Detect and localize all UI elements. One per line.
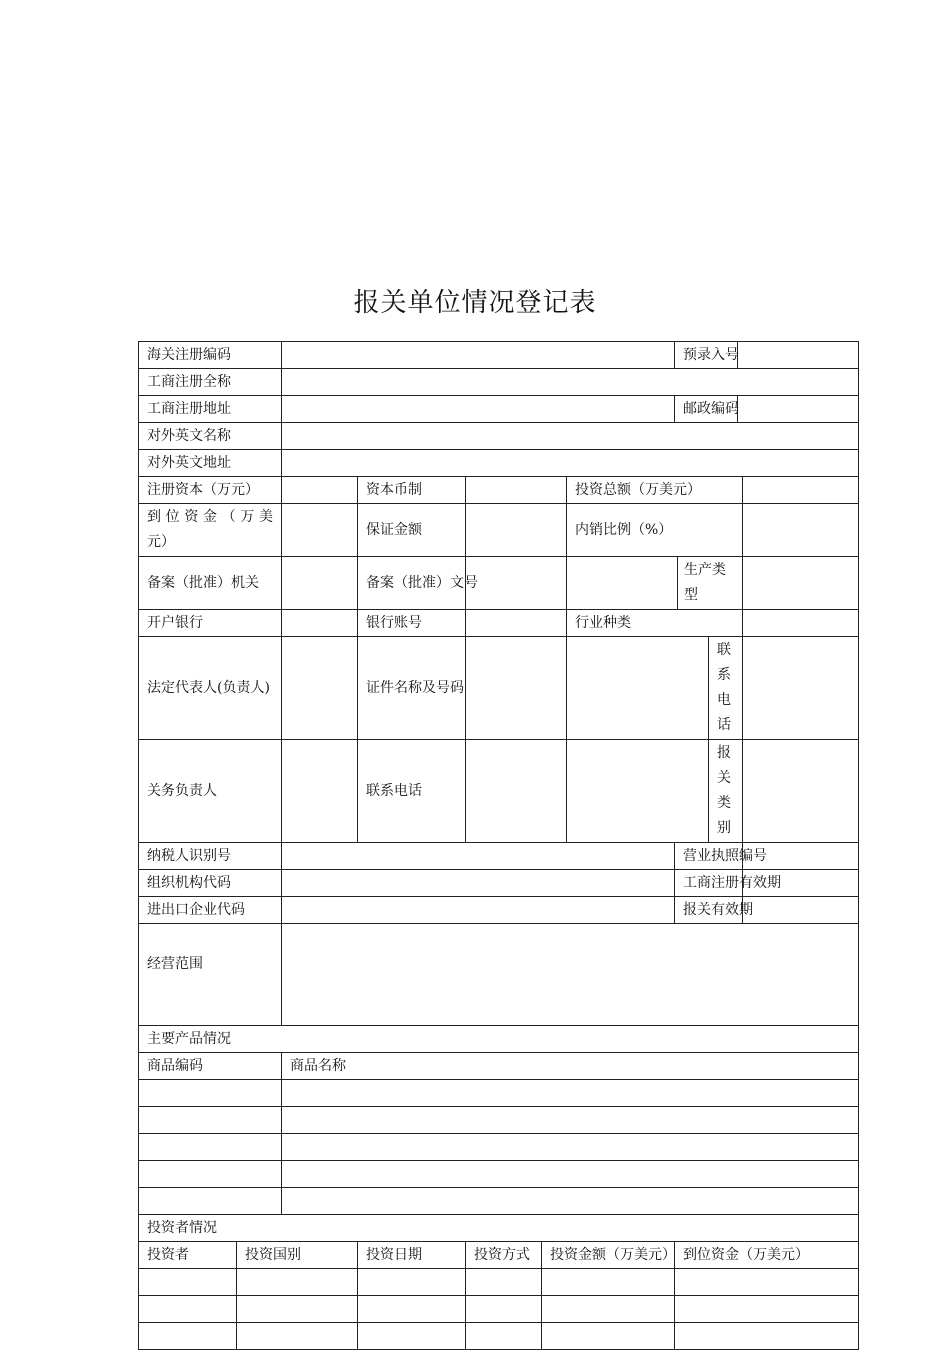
field-postal-code[interactable] <box>738 396 859 423</box>
cell-amount[interactable] <box>542 1323 675 1350</box>
cell-date[interactable] <box>358 1269 466 1296</box>
label-pre-entry-no: 预录入号 <box>675 342 738 369</box>
registration-form-table <box>138 341 859 1350</box>
label-filing-doc-no: 备案（批准）文号 <box>358 557 466 610</box>
label-reg-capital: 注册资本（万元） <box>139 477 282 504</box>
header-investment-country: 投资国别 <box>237 1242 358 1269</box>
cell-method[interactable] <box>466 1323 542 1350</box>
cell-product-name[interactable] <box>282 1107 859 1134</box>
label-contact-phone-short: 联系电话 <box>709 637 743 740</box>
label-deposit: 保证金额 <box>358 504 466 557</box>
field-total-investment[interactable] <box>743 477 859 504</box>
label-declaration-type: 报关类别 <box>709 740 743 843</box>
cell-product-code[interactable] <box>139 1134 282 1161</box>
field-filing-doc-no[interactable] <box>466 557 567 610</box>
field-pre-entry-no[interactable] <box>738 342 859 369</box>
cell-method[interactable] <box>466 1269 542 1296</box>
field-legal-rep[interactable] <box>282 637 358 740</box>
label-customs-manager: 关务负责人 <box>139 740 282 843</box>
label-domestic-ratio: 内销比例（%） <box>567 504 743 557</box>
label-total-investment: 投资总额（万美元） <box>567 477 743 504</box>
label-bank-account: 银行账号 <box>358 610 466 637</box>
field-capital-currency[interactable] <box>466 477 567 504</box>
label-license-no: 营业执照编号 <box>675 843 743 870</box>
cell-paid[interactable] <box>675 1323 859 1350</box>
header-investor: 投资者 <box>139 1242 237 1269</box>
cell-country[interactable] <box>237 1323 358 1350</box>
header-investment-amount: 投资金额（万美元） <box>542 1242 675 1269</box>
cell-paid[interactable] <box>675 1269 859 1296</box>
label-id-doc: 证件名称及号码 <box>358 637 466 740</box>
cell-date[interactable] <box>358 1323 466 1350</box>
field-contact-phone-ext[interactable] <box>567 740 709 843</box>
field-industry[interactable] <box>743 610 859 637</box>
field-customs-reg-code[interactable] <box>282 342 675 369</box>
label-org-code: 组织机构代码 <box>139 870 282 897</box>
field-bank[interactable] <box>282 610 358 637</box>
field-filing-doc-no-ext[interactable] <box>567 557 678 610</box>
label-capital-currency: 资本币制 <box>358 477 466 504</box>
cell-investor[interactable] <box>139 1323 237 1350</box>
cell-product-code[interactable] <box>139 1188 282 1215</box>
field-production-type[interactable] <box>743 557 859 610</box>
cell-product-code[interactable] <box>139 1080 282 1107</box>
investor-row <box>139 1296 859 1323</box>
field-en-address[interactable] <box>282 450 859 477</box>
field-filing-authority[interactable] <box>282 557 358 610</box>
product-row <box>139 1161 859 1188</box>
product-row <box>139 1107 859 1134</box>
field-declaration-validity[interactable] <box>743 897 859 924</box>
cell-investor[interactable] <box>139 1296 237 1323</box>
label-industry: 行业种类 <box>567 610 743 637</box>
field-business-scope[interactable] <box>282 924 859 1026</box>
section-investors: 投资者情况 <box>139 1215 859 1242</box>
label-contact-phone: 联系电话 <box>358 740 466 843</box>
field-declaration-type[interactable] <box>743 740 859 843</box>
label-en-name: 对外英文名称 <box>139 423 282 450</box>
cell-amount[interactable] <box>542 1269 675 1296</box>
field-en-name[interactable] <box>282 423 859 450</box>
product-row <box>139 1134 859 1161</box>
header-paid-capital: 到位资金（万美元） <box>675 1242 859 1269</box>
cell-amount[interactable] <box>542 1296 675 1323</box>
header-product-code: 商品编码 <box>139 1053 282 1080</box>
label-bank: 开户银行 <box>139 610 282 637</box>
cell-product-name[interactable] <box>282 1188 859 1215</box>
header-investment-date: 投资日期 <box>358 1242 466 1269</box>
label-filing-authority: 备案（批准）机关 <box>139 557 282 610</box>
cell-product-name[interactable] <box>282 1080 859 1107</box>
field-domestic-ratio[interactable] <box>743 504 859 557</box>
cell-product-name[interactable] <box>282 1134 859 1161</box>
label-production-type: 生产类型 <box>678 557 743 610</box>
product-row <box>139 1188 859 1215</box>
field-biz-full-name[interactable] <box>282 369 859 396</box>
field-bank-account[interactable] <box>466 610 567 637</box>
label-postal-code: 邮政编码 <box>675 396 738 423</box>
cell-product-code[interactable] <box>139 1107 282 1134</box>
label-business-scope: 经营范围 <box>139 924 282 1026</box>
field-paid-in-capital[interactable] <box>282 504 358 557</box>
section-products: 主要产品情况 <box>139 1026 859 1053</box>
field-biz-address[interactable] <box>282 396 675 423</box>
field-customs-manager[interactable] <box>282 740 358 843</box>
field-deposit[interactable] <box>466 504 567 557</box>
label-paid-in-capital: 到 位 资 金 （ 万 美 元） <box>139 504 282 557</box>
field-reg-capital[interactable] <box>282 477 358 504</box>
investor-row <box>139 1269 859 1296</box>
form-title: 报关单位情况登记表 <box>353 288 597 318</box>
header-investment-method: 投资方式 <box>466 1242 542 1269</box>
label-biz-reg-validity: 工商注册有效期 <box>675 870 743 897</box>
label-legal-rep: 法定代表人(负责人) <box>139 637 282 740</box>
field-id-doc-ext[interactable] <box>567 637 709 740</box>
cell-date[interactable] <box>358 1296 466 1323</box>
investor-row <box>139 1323 859 1350</box>
label-en-address: 对外英文地址 <box>139 450 282 477</box>
header-product-name: 商品名称 <box>282 1053 859 1080</box>
cell-method[interactable] <box>466 1296 542 1323</box>
field-id-doc[interactable] <box>466 637 567 740</box>
label-declaration-validity: 报关有效期 <box>675 897 743 924</box>
label-taxpayer-id: 纳税人识别号 <box>139 843 282 870</box>
label-ie-code: 进出口企业代码 <box>139 897 282 924</box>
product-row <box>139 1080 859 1107</box>
field-contact-phone[interactable] <box>466 740 567 843</box>
cell-product-name[interactable] <box>282 1161 859 1188</box>
cell-country[interactable] <box>237 1269 358 1296</box>
cell-product-code[interactable] <box>139 1161 282 1188</box>
field-org-code[interactable] <box>282 870 675 897</box>
label-biz-address: 工商注册地址 <box>139 396 282 423</box>
cell-investor[interactable] <box>139 1269 237 1296</box>
field-taxpayer-id[interactable] <box>282 843 675 870</box>
field-ie-code[interactable] <box>282 897 675 924</box>
cell-country[interactable] <box>237 1296 358 1323</box>
field-contact-phone-short[interactable] <box>743 637 859 740</box>
cell-paid[interactable] <box>675 1296 859 1323</box>
label-customs-reg-code: 海关注册编码 <box>139 342 282 369</box>
label-biz-full-name: 工商注册全称 <box>139 369 282 396</box>
